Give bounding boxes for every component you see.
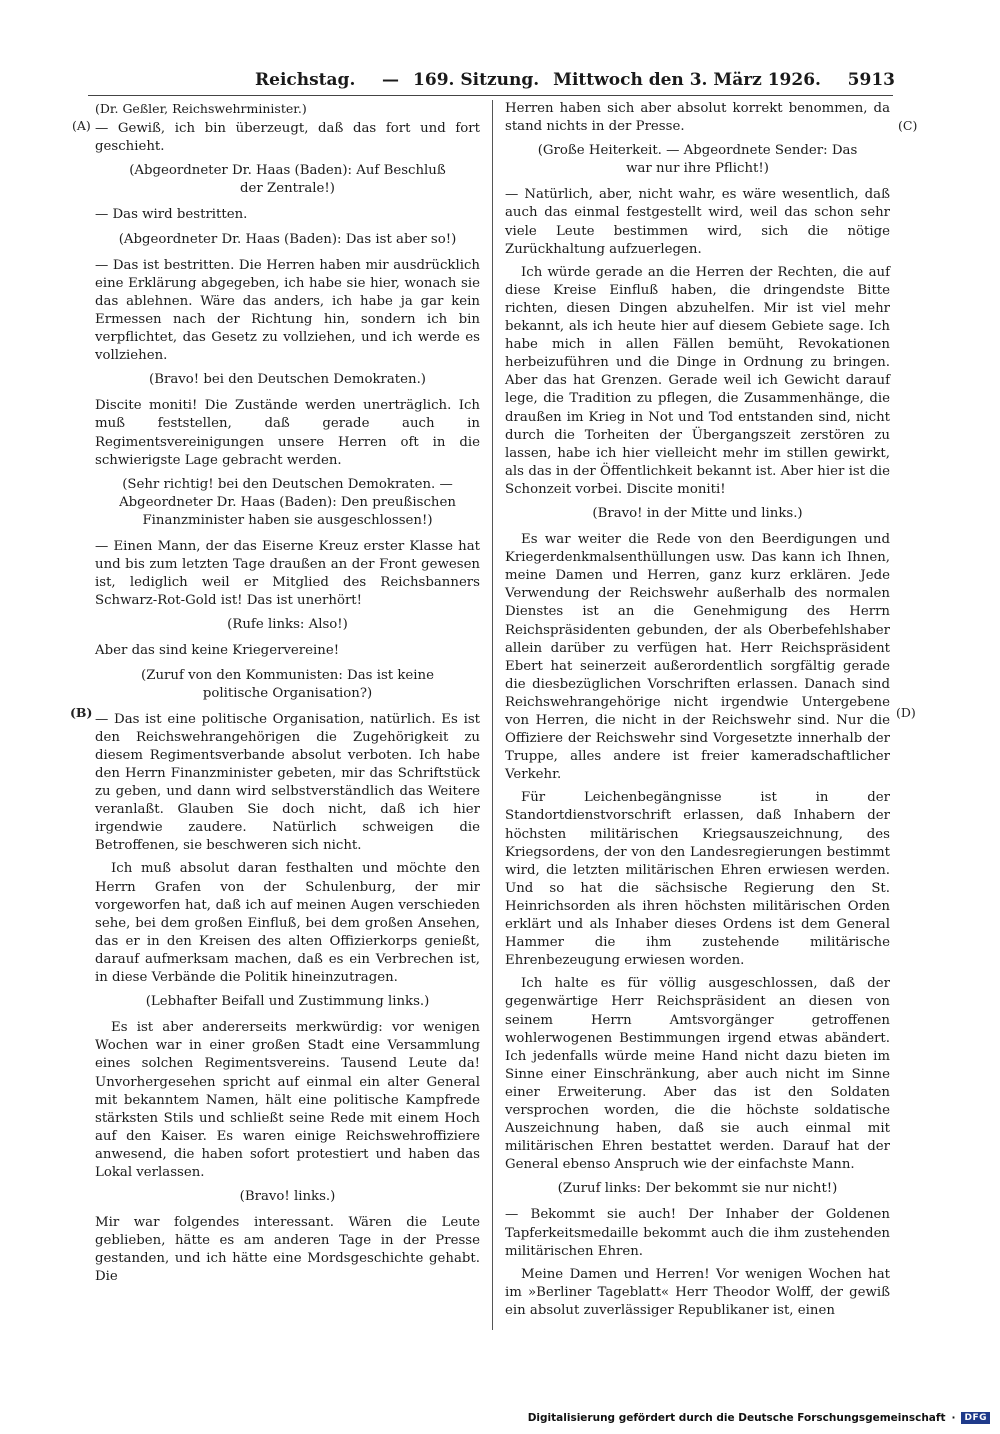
footer-credit-text: Digitalisierung gefördert durch die Deutsche Forschungsgemeinschaft bbox=[527, 1412, 946, 1424]
left-column-interjection: (Lebhafter Beifall und Zustimmung links.) bbox=[145, 994, 430, 1010]
left-column-paragraph: — Gewiß, ich bin überzeugt, daß das fort und fort geschieht. bbox=[95, 121, 480, 155]
right-column-paragraph: Meine Damen und Herren! Vor wenigen Wochen hat im »Berliner Tageblatt« Herr Theodor Wolff, der gewiß ein absolut zuverlässiger Republikaner ist, einen bbox=[505, 1266, 890, 1318]
left-column-interjection: (Sehr richtig! bei den Deutschen Demokraten. — Abgeordneter Dr. Haas (Baden): Den preußischen Finanzminister haben sie ausgeschlossen!) bbox=[119, 476, 456, 528]
header-dash: — bbox=[382, 70, 400, 90]
footer-credit bbox=[528, 1412, 990, 1424]
right-column-paragraph: Es war weiter die Rede von den Beerdigungen und Kriegerdenkmalsenthüllungen usw. Das kann ich Ihnen, meine Damen und Herren, ganz kurz erklären. Jede Verwendung der Reichswehr außerhalb des normalen Dienstes ist an die Genehmigung des Herrn Reichspräsidenten gebunden, der als Oberbefehlshaber allein darüber zu verfügen hat. Herr Reichspräsident Ebert hat seinerzeit außerordentlich sorgfältig gerade die diesbezüglichen Vorschriften erlassen. Danach sind Reichswehrangehörige nicht irgendwie Untergebene von Herren, die nicht in der Reichswehr sind. Nur die Offiziere der Reichswehr sind Vorgesetzte innerhalb der Truppe, alles andere ist freier kameradschaftlicher Verkehr. bbox=[505, 532, 890, 783]
left-column-paragraph: — Das ist eine politische Organisation, natürlich. Es ist den Reichswehrangehörigen die Zugehörigkeit zu diesem Regimentsverbande absolut verboten. Ich habe den Herrn Finanzminister gebeten, mir das Schriftstück zu geben, und dann wird selbstverständlich das Weitere veranlaßt. Glauben Sie doch nicht, daß ich hier irgendwie zaudere. Natürlich schweigen die Betroffenen, sie beschweren sich nicht. bbox=[95, 711, 480, 854]
dfg-logo-icon: DFG bbox=[961, 1412, 990, 1424]
right-column-interjection: (Bravo! in der Mitte und links.) bbox=[592, 505, 803, 521]
column-divider bbox=[492, 100, 493, 1330]
header-rule bbox=[88, 95, 893, 96]
header-middle bbox=[382, 70, 821, 90]
left-column-paragraph: Aber das sind keine Kriegervereine! bbox=[95, 643, 340, 659]
margin-marker-d: (D) bbox=[896, 705, 916, 720]
left-column-interjection: (Rufe links: Also!) bbox=[227, 617, 348, 633]
left-column-paragraph: Mir war folgendes interessant. Wären die Leute geblieben, hätte es am anderen Tage in der Presse gestanden, und ich hätte eine Mordsgeschichte gehabt. Die bbox=[95, 1215, 480, 1285]
left-column-interjection: (Bravo! links.) bbox=[239, 1189, 336, 1205]
left-column-paragraph: — Das ist bestritten. Die Herren haben mir ausdrücklich eine Erklärung abgegeben, ich habe sie hier, wonach sie das ablehnen. Wäre das anders, ich habe ja gar kein Ermessen nach der Richtung hin, sondern ich bin verpflichtet, das Gesetz zu vollziehen, und ich werde es vollziehen. bbox=[95, 257, 480, 364]
left-column bbox=[95, 100, 480, 1292]
page-number: 5913 bbox=[847, 70, 895, 90]
left-column-interjection: (Bravo! bei den Deutschen Demokraten.) bbox=[149, 372, 426, 388]
header-date: Mittwoch den 3. März 1926. bbox=[553, 70, 821, 90]
header-left: Reichstag. bbox=[255, 70, 356, 90]
right-column-paragraph: Für Leichenbegängnisse ist in der Standortdienstvorschrift erlassen, daß Inhabern der höchsten militärischen Kriegsauszeichnung, des Kriegsordens, der von den Landesregierungen bestimmt wird, die letzten militärischen Ehren erwiesen werden. Und so hat die sächsische Regierung den St. Heinrichsorden als ihren höchsten militärischen Orden erklärt und als Inhaber dieses Ordens ist dem General Hammer die ihm zustehende militärische Ehrenbezeugung erwiesen worden. bbox=[505, 790, 890, 969]
right-column-paragraph: Herren haben sich aber absolut korrekt benommen, da stand nichts in der Presse. bbox=[505, 101, 890, 135]
left-column-interjection: (Zuruf von den Kommunisten: Das ist keine politische Organisation?) bbox=[141, 667, 434, 701]
margin-marker-a: (A) bbox=[72, 118, 91, 133]
left-column-paragraph: — Das wird bestritten. bbox=[95, 207, 248, 223]
right-column bbox=[505, 100, 890, 1325]
margin-marker-b: (B) bbox=[70, 705, 93, 720]
margin-marker-c: (C) bbox=[898, 118, 918, 133]
right-column-paragraph: — Natürlich, aber, nicht wahr, es wäre wesentlich, daß auch das einmal festgestellt wird, weil das schon sehr viele Leute bestimmen wird, sich die nötige Zurückhaltung aufzuerlegen. bbox=[505, 187, 890, 257]
left-column-speaker-note: (Dr. Geßler, Reichswehrminister.) bbox=[95, 101, 307, 116]
right-column-paragraph: Ich halte es für völlig ausgeschlossen, daß der gegenwärtige Herr Reichspräsident an diesen von seinem Herrn Amtsvorgänger getroffenen wohlerwogenen Bestimmungen irgend etwas abändert. Ich jedenfalls würde meine Hand nicht dazu bieten im Sinne einer Einschränkung, aber auch nicht im Sinne einer Erweiterung. Aber das ist den Soldaten versprochen worden, die die höchste soldatische Auszeichnung haben, daß sie auch einmal mit militärischen Ehren bestattet werden. Darauf hat der General ebenso Anspruch wie der einfachste Mann. bbox=[505, 976, 890, 1173]
right-column-interjection: (Große Heiterkeit. — Abgeordnete Sender: Das war nur ihre Pflicht!) bbox=[537, 143, 858, 177]
header-session: 169. Sitzung. bbox=[413, 70, 540, 90]
right-column-paragraph: Ich würde gerade an die Herren der Rechten, die auf diese Kreise Einfluß haben, die dringendste Bitte richten, diesen Dingen abzuhelfen. Mir ist viel mehr bekannt, als ich heute hier auf diesem Gebiete sage. Ich habe mich in allen Fällen bemüht, Revokationen herbeizuführen und die Dinge in Ordnung zu bringen. Aber das hat Grenzen. Gerade weil ich Gewicht darauf lege, die Tradition zu pflegen, die Zusammenhänge, die draußen im Krieg in Not und Tod entstanden sind, nicht durch die Torheiten der Übergangszeit zerstören zu lassen, habe ich hier vielleicht mehr im stillen gewirkt, als das in der Öffentlichkeit bekannt ist. Aber hier ist die Schonzeit vorbei. Discite moniti! bbox=[505, 264, 890, 497]
left-column-interjection: (Abgeordneter Dr. Haas (Baden): Das ist aber so!) bbox=[118, 231, 457, 247]
right-column-paragraph: — Bekommt sie auch! Der Inhaber der Goldenen Tapferkeitsmedaille bekommt auch die ihm zustehenden militärischen Ehren. bbox=[505, 1207, 890, 1259]
left-column-interjection: (Abgeordneter Dr. Haas (Baden): Auf Beschluß der Zentrale!) bbox=[129, 163, 446, 197]
right-column-interjection: (Zuruf links: Der bekommt sie nur nicht!) bbox=[557, 1181, 838, 1197]
left-column-paragraph: — Einen Mann, der das Eiserne Kreuz erster Klasse hat und bis zum letzten Tage draußen an der Front gewesen ist, lediglich weil er Mitglied des Reichsbanners Schwarz-Rot-Gold ist! Das ist unerhört! bbox=[95, 538, 480, 609]
footer-dot: · bbox=[951, 1412, 956, 1424]
left-column-paragraph: Ich muß absolut daran festhalten und möchte den Herrn Grafen von der Schulenburg, der mir vorgeworfen hat, daß ich auf meinen Augen verschieden sehe, bei dem großen Einfluß, bei dem großen Ansehen, das er in den Kreisen des alten Offizierkorps genießt, darauf aufmerksam machen, daß es ein Verbrechen ist, in diese Verbände die Politik hineinzutragen. bbox=[95, 861, 480, 986]
page-header bbox=[255, 70, 895, 90]
left-column-paragraph: Discite moniti! Die Zustände werden unerträglich. Ich muß feststellen, daß gerade auch in Regimentsvereinigungen unsere Herren oft in die schwierigste Lage gebracht werden. bbox=[95, 398, 480, 468]
left-column-paragraph: Es ist aber andererseits merkwürdig: vor wenigen Wochen war in einer großen Stadt eine Versammlung eines solchen Regimentsvereins. Tausend Leute da! Unvorhergesehen spricht auf einmal ein alter General mit bekanntem Namen, hält eine politische Kampfrede stärksten Stils und schließt seine Rede mit einem Hoch auf den Kaiser. Es waren einige Reichswehroffiziere anwesend, die haben sofort protestiert und haben das Lokal verlassen. bbox=[95, 1020, 480, 1180]
